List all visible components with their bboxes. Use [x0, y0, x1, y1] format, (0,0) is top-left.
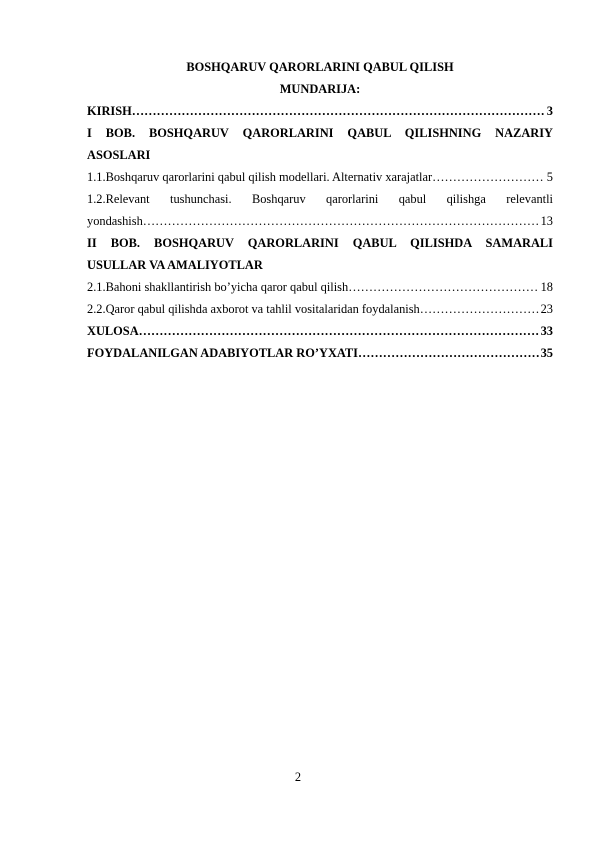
toc-leader-dots — [432, 166, 545, 188]
toc-entry-1-2[interactable] — [87, 188, 553, 232]
toc-leader-dots — [143, 210, 539, 232]
toc-leader-dots — [139, 320, 539, 342]
toc-entry-page: 18 — [540, 280, 553, 294]
toc-entry-kirish[interactable] — [87, 100, 553, 122]
toc-entry-label: KIRISH — [87, 104, 132, 118]
toc-chapter-title-line: USULLAR VA AMALIYOTLAR — [87, 258, 263, 272]
toc-leader-dots — [348, 276, 538, 298]
toc-chapter-title-line: II BOB. BOSHQARUV QARORLARINI QABUL QILISHDA SAMARALI — [87, 236, 553, 250]
toc-entry-page: 33 — [540, 324, 553, 338]
toc-entry-bob2[interactable] — [87, 232, 553, 276]
toc-entry-label: FOYDALANILGAN ADABIYOTLAR RO’YXATI — [87, 346, 359, 360]
toc-entry-label: 2.2.Qaror qabul qilishda axborot va tahlil vositalaridan foydalanish — [87, 302, 420, 316]
toc-entry-xulosa[interactable] — [87, 320, 553, 342]
toc-leader-dots — [420, 298, 539, 320]
toc-entry-page: 23 — [540, 302, 553, 316]
toc-heading: MUNDARIJA: — [279, 82, 361, 96]
toc-leader-dots — [358, 342, 539, 364]
toc-entry-label-line: 1.2.Relevant tushunchasi. Boshqaruv qarorlarini qabul qilishga relevantli — [87, 192, 553, 206]
toc-entry-page: 13 — [540, 214, 553, 228]
toc-entry-label: 1.1.Boshqaruv qarorlarini qabul qilish modellari. Alternativ xarajatlar — [87, 170, 433, 184]
toc-entry-page: 5 — [546, 170, 553, 184]
toc-entry-1-1[interactable] — [87, 166, 553, 188]
page-number: 2 — [294, 770, 302, 784]
toc-entry-2-2[interactable] — [87, 298, 553, 320]
toc-entry-label: XULOSA — [87, 324, 139, 338]
toc-entry-label: yondashish — [87, 214, 143, 228]
toc-entry-bob1[interactable] — [87, 122, 553, 166]
toc-entry-page: 3 — [546, 104, 553, 118]
document-page — [87, 56, 553, 364]
toc-leader-dots — [132, 100, 545, 122]
toc-entry-2-1[interactable] — [87, 276, 553, 298]
toc-entry-adabiyotlar[interactable] — [87, 342, 553, 364]
document-title: BOSHQARUV QARORLARINI QABUL QILISH — [186, 60, 454, 74]
toc-chapter-title-line: I BOB. BOSHQARUV QARORLARINI QABUL QILISHNING NAZARIY — [87, 126, 553, 140]
toc-entry-label: 2.1.Bahoni shakllantirish bo’yicha qaror qabul qilish — [87, 280, 349, 294]
toc-entry-page: 35 — [540, 346, 553, 360]
toc-chapter-title-line: ASOSLARI — [87, 148, 151, 162]
